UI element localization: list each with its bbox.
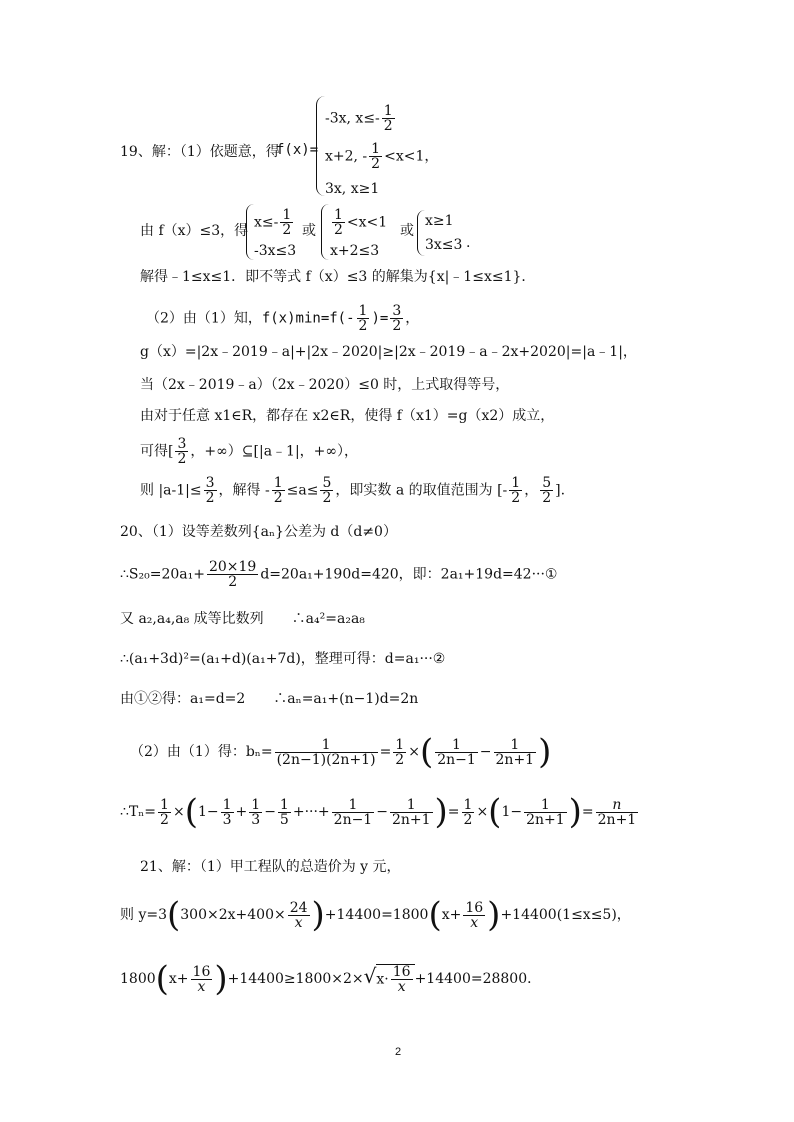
q20-line5: 由①②得：a₁=d=2 ∴aₙ=a₁+(n−1)d=2n	[120, 691, 419, 707]
q20-line7: ∴Tₙ= $\frac{1}{2}$ ×(1− $\frac{1}{3}$ + $\frac{1}{3}$ − $\frac{1}{5}$ +···+ $\frac{1}{2n-1}$ − $\frac{1}{2n+1}$ )= $\frac{1}{2}$ ×(1− $\frac{1}{2n+1}$ )= $\frac{n}{2n+1}$	[120, 792, 637, 832]
q19-sys-period: .	[466, 235, 471, 251]
q19-sys3-a: x≥1	[425, 213, 454, 229]
q19-brace-main	[316, 96, 325, 196]
q19-line8: 可得[ $\frac{3}{2}$ ，+∞）⊆[|a﹣1|，+∞），	[140, 436, 359, 467]
q20-line1: 20、（1）设等差数列{aₙ}公差为 d（d≠0）	[120, 524, 397, 540]
q19-or-2: 或	[400, 223, 414, 239]
q19-case2: x+2, - $\frac{1}{2}$ <x<1，	[325, 141, 439, 172]
q19-line4: （2）由（1）知，f(x)min=f(- $\frac{1}{2}$ )= $\frac{3}{2}$ ，	[146, 303, 420, 334]
q19-sys2-a: $\frac{1}{2}$ <x<1	[334, 207, 388, 238]
q19-intro: 19、解：（1）依题意，得	[120, 144, 280, 160]
q19-brace-sys1	[246, 204, 254, 260]
q19-line2-pre: 由 f（x）≤3，得	[140, 223, 249, 239]
q21-line2: 则 y=3(300×2x+400× $\frac{24}{x}$ )+14400=1800(x+ $\frac{16}{x}$ )+14400(1≤x≤5)，	[120, 895, 631, 935]
q20-line4: ∴(a₁+3d)²=(a₁+d)(a₁+7d)，整理可得：d=a₁···②	[120, 651, 446, 667]
q21-line1: 21、解：（1）甲工程队的总造价为 y 元，	[140, 859, 401, 875]
q19-sys1-b: -3x≤3	[254, 243, 297, 259]
q19-or-1: 或	[302, 223, 316, 239]
q19-sys3-b: 3x≤3	[425, 237, 463, 253]
q19-line9: 则 |a-1|≤ $\frac{3}{2}$ ，解得 - $\frac{1}{2}$ ≤a≤ $\frac{5}{2}$ ，即实数 a 的取值范围为 [- $\frac{1}{2}$ ， $\frac{5}{2}$ ].	[140, 475, 566, 506]
q19-line6: 当（2x﹣2019﹣a）（2x﹣2020）≤0 时，上式取得等号，	[140, 377, 510, 393]
q19-case3: 3x, x≥1	[325, 181, 380, 197]
q19-fx: f(x)=	[276, 142, 319, 158]
q19-line3: 解得﹣1≤x≤1．即不等式 f（x）≤3 的解集为{x|﹣1≤x≤1}．	[140, 269, 536, 285]
q19-sys1-a: x≤- $\frac{1}{2}$	[254, 207, 292, 238]
q19-brace-sys2	[321, 204, 329, 260]
q19-brace-sys3	[417, 210, 425, 256]
q20-line6: （2）由（1）得：bₙ= $\frac{1}{(2n-1)(2n+1)}$ = $\frac{1}{2}$ ×( $\frac{1}{2n-1}$ − $\frac{1}{2n+1}$ )	[130, 732, 552, 772]
q20-line2: ∴S₂₀=20a₁+ $\frac{20\times 19}{2}$ d=20a₁+190d=420，即：2a₁+19d=42···①	[120, 559, 558, 590]
q19-sys2-b: x+2≤3	[330, 243, 380, 259]
q21-line3: 1800(x+ $\frac{16}{x}$ )+14400≥1800×2×√x· $\frac{16}{x}$ +14400=28800．	[120, 959, 542, 999]
q20-line3: 又 a₂,a₄,a₈ 成等比数列 ∴a₄²=a₂a₈	[120, 611, 365, 627]
q19-line7: 由对于任意 x1∈R，都存在 x2∈R，使得 f（x1）=g（x2）成立，	[140, 408, 555, 424]
page-number: 2	[395, 1046, 402, 1058]
q19-case1: -3x, x≤- $\frac{1}{2}$	[325, 103, 393, 134]
q19-line5: g（x）=|2x﹣2019﹣a|+|2x﹣2020|≥|2x﹣2019﹣a﹣2x+2020|=|a﹣1|，	[140, 344, 637, 360]
